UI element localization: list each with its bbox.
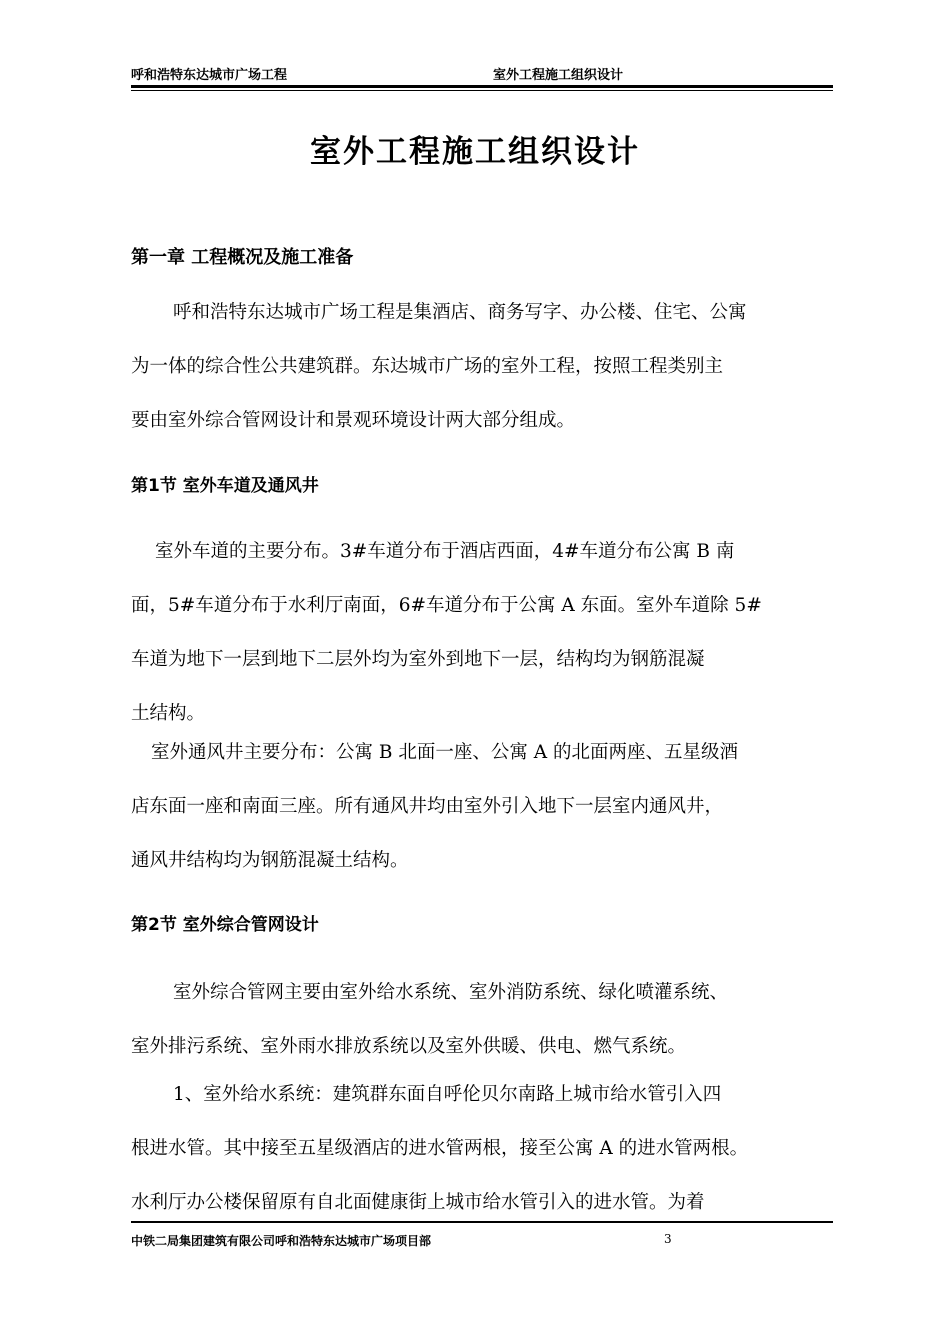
intro-paragraph bbox=[131, 286, 833, 448]
section2-p2-line-2: 根进水管。其中接至五星级酒店的进水管两根，接至公寓 A 的进水管两根。 bbox=[131, 1138, 749, 1159]
section1-p2-line-3: 通风井结构均为钢筋混凝土结构。 bbox=[131, 850, 409, 871]
intro-line-2: 为一体的综合性公共建筑群。东达城市广场的室外工程，按照工程类别主 bbox=[131, 356, 724, 377]
section1-p1-line-4: 土结构。 bbox=[131, 703, 206, 724]
section2-paragraph-2 bbox=[131, 1068, 833, 1230]
header-document-title: 室外工程施工组织设计 bbox=[493, 68, 624, 83]
section1-paragraph-2 bbox=[131, 726, 833, 888]
document-title: 室外工程施工组织设计 bbox=[310, 134, 640, 170]
intro-line-3: 要由室外综合管网设计和景观环境设计两大部分组成。 bbox=[131, 410, 576, 431]
section1-p1-line-3: 车道为地下一层到地下二层外均为室外到地下一层，结构均为钢筋混凝 bbox=[131, 649, 705, 670]
header-rule-thin bbox=[131, 90, 833, 91]
footer-rule bbox=[131, 1221, 833, 1223]
section1-paragraph-1 bbox=[131, 525, 833, 741]
section1-p1-line-1: 室外车道的主要分布。3#车道分布于酒店西面，4#车道分布公寓 B 南 bbox=[155, 541, 735, 562]
page-number: 3 bbox=[664, 1232, 672, 1246]
section1-heading: 第1节 室外车道及通风井 bbox=[131, 476, 319, 496]
section2-p1-line-1: 室外综合管网主要由室外给水系统、室外消防系统、绿化喷灌系统、 bbox=[173, 982, 729, 1003]
chapter-heading: 第一章 工程概况及施工准备 bbox=[131, 247, 354, 268]
page-header bbox=[131, 64, 833, 86]
section1-p2-line-2: 店东面一座和南面三座。所有通风井均由室外引入地下一层室内通风井， bbox=[131, 796, 724, 817]
section2-p1-line-2: 室外排污系统、室外雨水排放系统以及室外供暖、供电、燃气系统。 bbox=[131, 1036, 687, 1057]
footer-company: 中铁二局集团建筑有限公司呼和浩特东达城市广场项目部 bbox=[131, 1234, 432, 1248]
intro-line-1: 呼和浩特东达城市广场工程是集酒店、商务写字、办公楼、住宅、公寓 bbox=[173, 302, 747, 323]
header-project-name: 呼和浩特东达城市广场工程 bbox=[131, 68, 288, 83]
section2-heading: 第2节 室外综合管网设计 bbox=[131, 915, 319, 935]
section2-p2-line-3: 水利厅办公楼保留原有自北面健康街上城市给水管引入的进水管。为着 bbox=[131, 1192, 705, 1213]
section2-paragraph-1 bbox=[131, 966, 833, 1074]
section2-p2-line-1: 1、室外给水系统：建筑群东面自呼伦贝尔南路上城市给水管引入四 bbox=[173, 1084, 722, 1105]
header-rule-thick bbox=[131, 85, 833, 88]
section1-p1-line-2: 面，5#车道分布于水利厅南面，6#车道分布于公寓 A 东面。室外车道除 5# bbox=[131, 595, 762, 616]
section1-p2-line-1: 室外通风井主要分布：公寓 B 北面一座、公寓 A 的北面两座、五星级酒 bbox=[151, 742, 738, 763]
